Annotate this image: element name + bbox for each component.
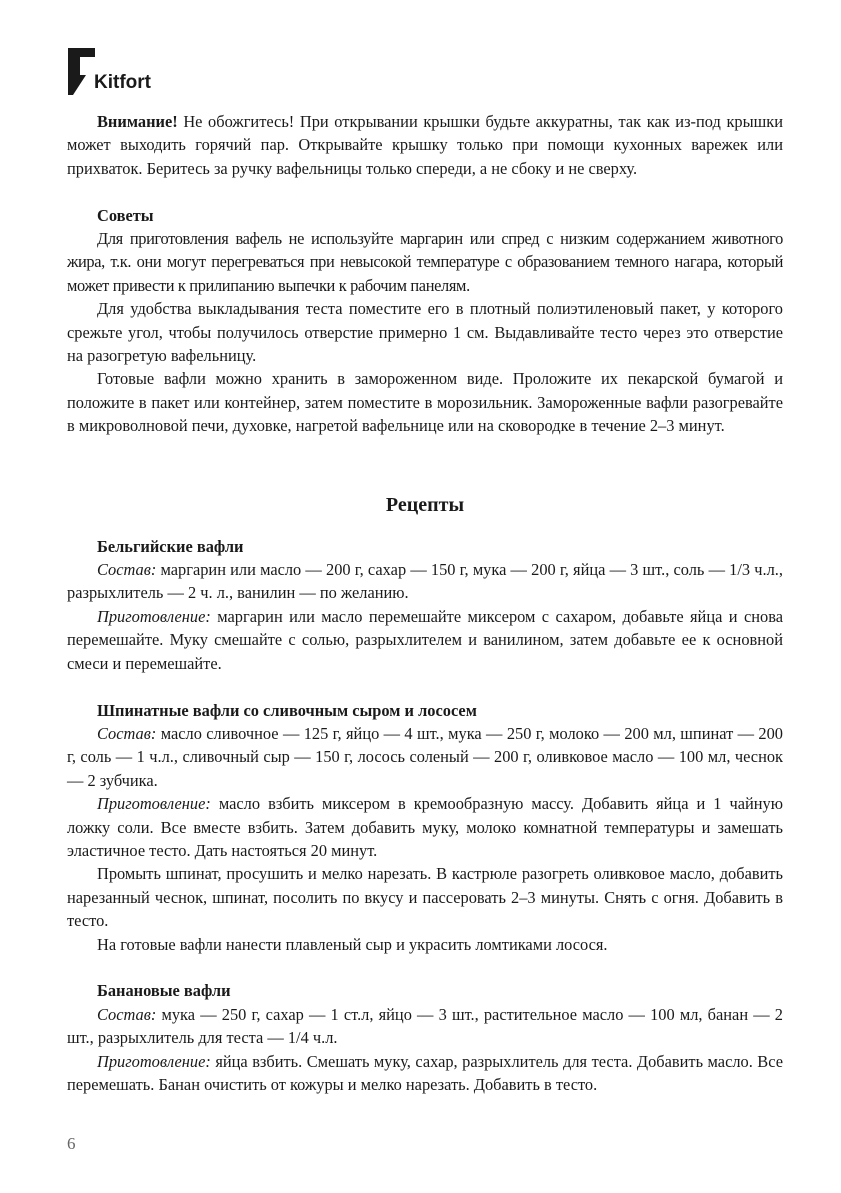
brand-name: Kitfort (94, 72, 151, 93)
warning-text: Не обожгитесь! При открывании крышки будьте аккуратны, так как из-под крышки может выходить горячий пар. Открывайте крышку только при помощи кухонных варежек или прихваток. Беритесь за ручку вафельницы только спереди, а не сбоку и не сверху. (67, 112, 783, 178)
banana-method-text: яйца взбить. Смешать муку, сахар, разрыхлитель для теста. Добавить масло. Все перемешать. Банан очистить от кожуры и мелко нарезать. Добавить в тесто. (67, 1051, 783, 1094)
spinach-method-label: Приготовление: (97, 794, 211, 814)
belgian-heading: Бельгийские вафли (97, 536, 244, 556)
belgian-method-label: Приготовление: (97, 606, 211, 626)
kitfort-logo-icon (68, 48, 96, 96)
page-content (67, 110, 783, 1096)
spinach-method (67, 792, 783, 862)
spinach-method-text: масло взбить миксером в кремообразную массу. Добавить яйца и 1 чайную ложку соли. Все вместе взбить. Затем добавить муку, молоко комнатной температуры и замешать эластичное тесто. Дать настояться 20 минут. (67, 794, 783, 860)
banana-ingredients (67, 1003, 783, 1050)
belgian-ingredients (67, 558, 783, 605)
belgian-ingredients-label: Состав: (97, 560, 157, 580)
belgian-method-text: маргарин или масло перемешайте миксером с сахаром, добавьте яйца и снова перемешайте. Муку смешайте с солью, разрыхлителем и ванилином, затем добавьте ее к основной смеси и перемешайте. (67, 606, 783, 673)
spinach-ingredients-label: Состав: (97, 723, 157, 743)
spinach-ingredients (67, 722, 783, 792)
tips-heading: Советы (97, 205, 154, 225)
recipes-title: Рецепты (385, 493, 465, 516)
banana-ingredients-text: мука — 250 г, сахар — 1 ст.л, яйцо — 3 шт., растительное масло — 100 мл, банан — 2 шт., разрыхлитель для теста — 1/4 ч.л. (67, 1004, 783, 1048)
page-number: 6 (67, 1134, 76, 1153)
warning-paragraph (67, 110, 783, 180)
belgian-ingredients-text: маргарин или масло — 200 г, сахар — 150 г, мука — 200 г, яйца — 3 шт., соль — 1/3 ч.л., разрыхлитель — 2 ч. л., ванилин — по желанию. (67, 560, 783, 603)
banana-method-label: Приготовление: (97, 1051, 211, 1071)
banana-ingredients-label: Состав: (97, 1004, 157, 1024)
spinach-step-2: Промыть шпинат, просушить и мелко нарезать. В кастрюле разогреть оливковое масло, добавить нарезанный чеснок, шпинат, посолить по вкусу и пассеровать 2–3 минуты. Снять с огня. Добавить в тесто. (67, 864, 783, 931)
tips-paragraph-2: Для удобства выкладывания теста поместите его в плотный полиэтиленовый пакет, у которого срежьте угол, чтобы получилось отверстие примерно 1 см. Выдавливайте тесто через это отверстие на разогретую вафельницу. (67, 299, 783, 366)
warning-label: Внимание! (97, 112, 178, 131)
spinach-step-3: На готовые вафли нанести плавленый сыр и украсить ломтиками лосося. (97, 934, 608, 954)
spinach-ingredients-text: масло сливочное — 125 г, яйцо — 4 шт., мука — 250 г, молоко — 200 мл, шпинат — 200 г, соль — 1 ч.л., сливочный сыр — 150 г, лосось соленый — 200 г, оливковое масло — 100 мл, чеснок — 2 зубчика. (67, 723, 783, 790)
spinach-heading: Шпинатные вафли со сливочным сыром и лососем (97, 700, 477, 720)
banana-method (67, 1050, 783, 1097)
banana-heading: Банановые вафли (97, 981, 231, 1001)
kitfort-logo (68, 48, 188, 98)
tips-paragraph-1: Для приготовления вафель не используйте маргарин или спред с низким содержанием животного жира, т.к. они могут перегреваться при невысокой температуре с образованием темного нагара, который может привести к прилипанию выпечки к рабочим панелям. (67, 229, 783, 295)
belgian-method (67, 605, 783, 675)
tips-paragraph-3: Готовые вафли можно хранить в замороженном виде. Проложите их пекарской бумагой и положите в пакет или контейнер, затем поместите в морозильник. Замороженные вафли разогревайте в микроволновой печи, духовке, нагретой вафельнице или на сковородке в течение 2–3 минут. (67, 369, 783, 436)
